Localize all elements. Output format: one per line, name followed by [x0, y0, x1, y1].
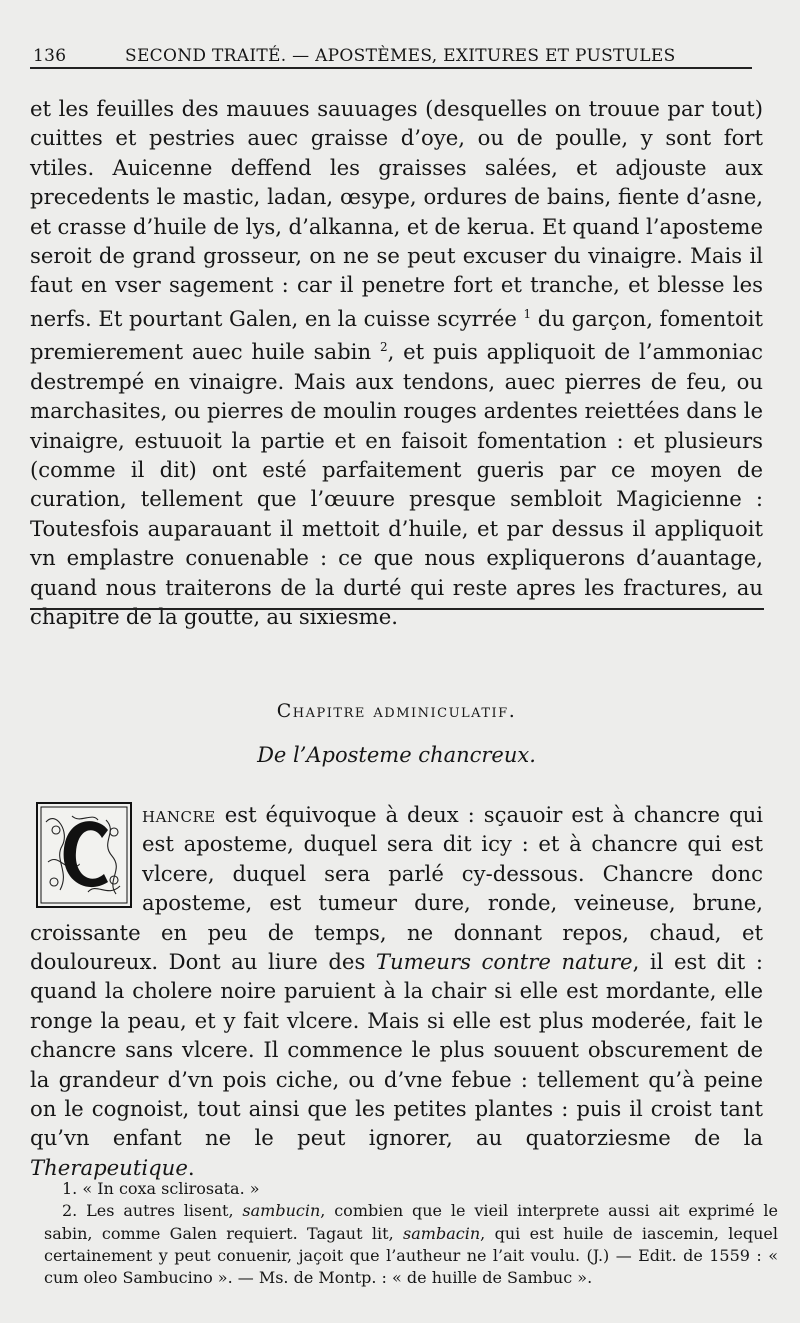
running-header: [33, 30, 752, 66]
italic-title: Therapeutique: [30, 1154, 188, 1180]
lead-word: hancre: [142, 802, 216, 827]
footnote-text: 2. Les autres lisent,: [62, 1201, 243, 1221]
paragraph-text: .: [187, 1154, 195, 1180]
paragraph-text: , et puis appliquoit de l’ammoniac destrempé en vinaigre. Mais aux tendons, auec pierres de feu, ou marchasites, ou pierres de moulin rouges ardentes reiettées dans le vinaigre, estuuoit la partie et en faisoit fomentation : et plusieurs (comme il dit) ont esté parfaitement gueris par ce moyen de curation, tellement que l’œuure presque sembloit Magicienne : Toutesfois auparauant il mettoit d’huile, et par dessus il appliquoit vn emplastre conuenable : ce que nous expliquerons d’auantage, quand nous traiterons de la durté qui reste apres les fractures, au chapitre de la goutte, au sixiesme.: [30, 339, 763, 630]
paragraph-text: du garçon, fomentoit premierement auec huile sabin: [30, 305, 763, 365]
paragraph-text: , il est dit : quand la cholere noire paruient à la chair si elle est mordante, elle ronge la peau, et y fait vlcere. Mais si elle est plus moderée, fait le chancre sans vlcere. Il commence le plus souuent obscurement de la grandeur d’vn pois ciche, ou d’vne febue : tellement qu’à peine on le cognoist, tout ainsi que les petites plantes : puis il croist tant qu’vn enfant ne le peut ignorer, au quatorziesme de la: [30, 949, 763, 1151]
paragraph-text: et les feuilles des mauues sauuages (desquelles on trouue par tout) cuittes et pestries auec graisse d’oye, ou de poulle, y sont fort vtiles. Auicenne deffend les graisses salées, et adjouste aux precedents le mastic, ladan, œsype, ordures de bains, fiente d’asne, et crasse d’huile de lys, d’alkanna, et de kerua. Et quand l’aposteme seroit de grand grosseur, on ne se peut excuser du vinaigre. Mais il faut en vser sagement : car il penetre fort et tranche, et blesse les nerfs. Et pourtant Galen, en la cuisse scyrrée: [30, 96, 763, 331]
footnote-1: 1. « In coxa sclirosata. »: [62, 1179, 260, 1198]
italic-title: Tumeurs contre nature: [375, 949, 633, 975]
ornamental-initial-c-icon: [36, 802, 132, 908]
page-number: 136: [33, 46, 67, 66]
footnote-ref-2[interactable]: 2: [379, 340, 388, 355]
footnote-ref-1[interactable]: 1: [523, 306, 532, 321]
header-rule: [30, 67, 752, 69]
chapter-paragraph: [30, 800, 763, 1182]
footnotes: [44, 1178, 778, 1289]
footnote-text: , combien que le vieil interprete aussi ait exprimé le sabin, comme Galen requiert. Tagaut lit,: [44, 1201, 779, 1243]
footnote-2: [44, 1200, 778, 1289]
running-title: SECOND TRAITÉ. — APOSTÈMES, EXITURES ET PUSTULES: [125, 46, 676, 66]
chapter-title: Chapitre adminiculatif.: [276, 700, 517, 722]
chapter-subtitle: De l’Aposteme chancreux.: [257, 743, 536, 767]
paragraph-text: est équivoque à deux : sçauoir est à chancre qui est aposteme, duquel sera dit icy : et à chancre qui est vlcere, duquel sera parlé cy-dessous. Chancre donc aposteme, est tumeur dure, ronde, veineuse, brune, croissante en peu de temps, ne donnant repos, chaud, et douloureux. Dont au liure des: [30, 802, 763, 975]
footnote-italic: sambacin: [403, 1223, 481, 1243]
paragraph-continued: [30, 94, 763, 631]
footnote-italic: sambucin: [242, 1201, 321, 1221]
section-rule: [30, 608, 764, 610]
footnote-text: , qui est huile de iascemin, lequel certainement y peut conuenir, jaçoit que l’autheur ne l’ait voulu. (J.) — Edit. de 1559 : « cum oleo Sambucino ». — Ms. de Montp. : « de huille de Sambuc ».: [44, 1223, 779, 1288]
